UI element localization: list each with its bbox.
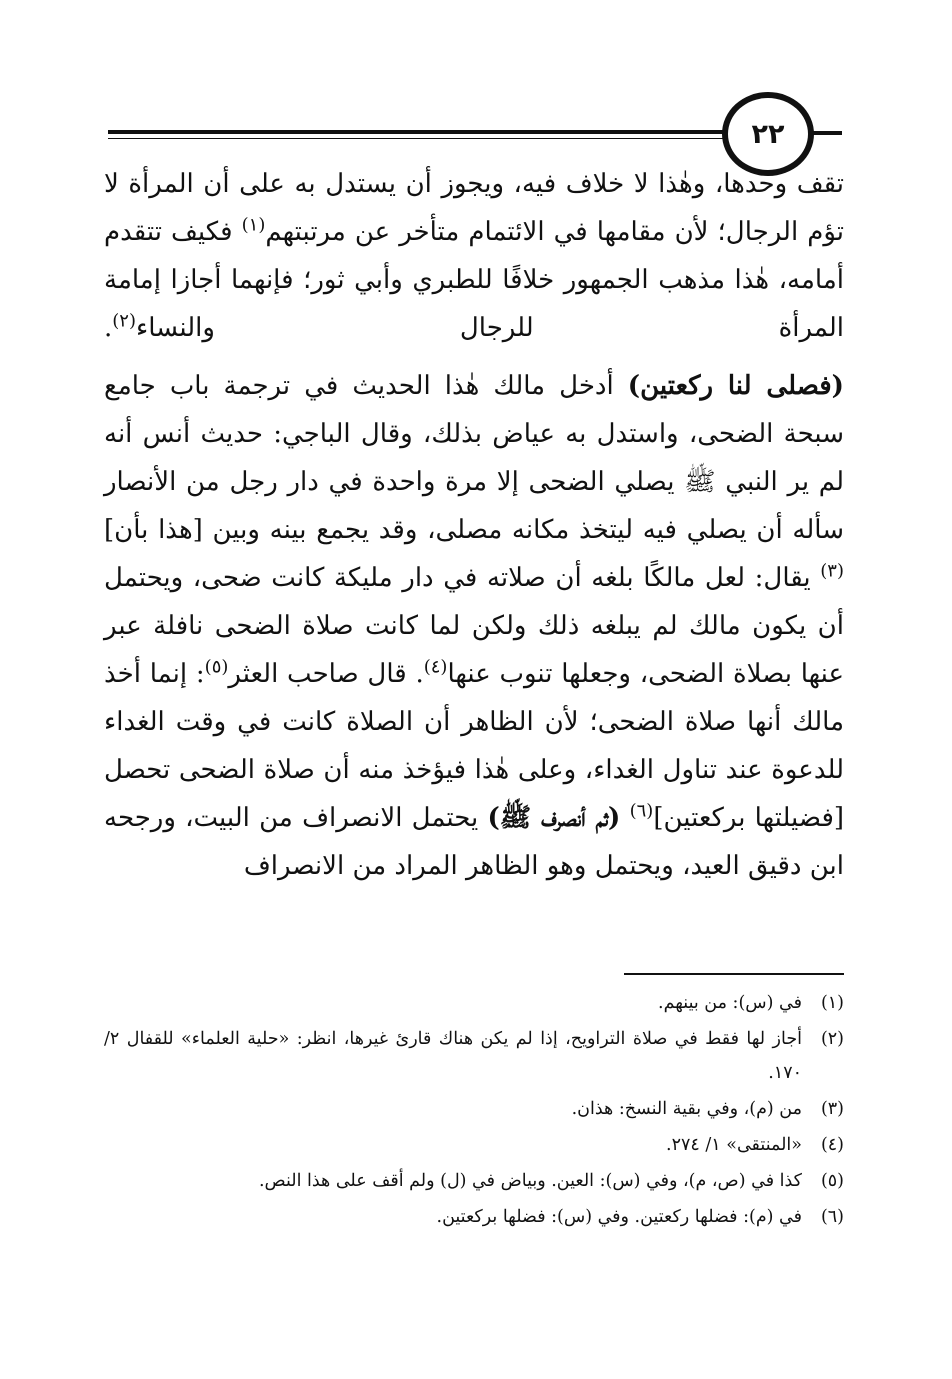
footnote-mark-4[interactable]: (٤) — [423, 656, 448, 678]
footnote-text: «المنتقى» ١/ ٢٧٤. — [666, 1135, 802, 1155]
header-rule — [108, 130, 728, 134]
footnote — [104, 1092, 844, 1126]
paragraph-1-text: فكيف تتقدم أمامه، هٰذا مذهب الجمهور خلافًا للطبري وأبي ثور؛ فإنهما أجازا إمامة المرأة للرجال والنساء — [104, 217, 844, 343]
paragraph-2-text: أدخل مالك هٰذا الحديث في ترجمة باب جامع سبحة الضحى، واستدل به عياض بذلك، وقال الباجي: حديث أنس أنه لم ير النبي ﷺ يصلي الضحى إلا مرة واحدة في دار رجل من الأنصار سأله أن يصلي فيه ليتخذ مكانه مصلى، وقد يجمع بينه وبين [هذا بأن] — [104, 371, 844, 545]
paragraph-2-text: يحتمل الانصراف من البيت، ورجحه ابن دقيق العيد، ويحتمل وهو الظاهر المراد من الانصراف — [104, 803, 844, 881]
paragraph-1 — [104, 160, 844, 352]
footnote-mark-5[interactable]: (٥) — [204, 656, 229, 678]
footnote-text: كذا في (ص، م)، وفي (س): العين. وبياض في (ل) ولم أقف على هذا النص. — [258, 1171, 802, 1191]
footnote-number: (٣) — [820, 1099, 844, 1119]
paragraph-2-text: يقال: لعل مالكًا بلغه أن صلاته في دار مليكة كانت ضحى، ويحتمل أن يكون مالك لم يبلغه ذلك ولكن لما كانت صلاة الضحى نافلة عبر عنها بصلاة الضحى، وجعلها تنوب عنها — [104, 563, 844, 689]
paragraph-1-line-1: تقف وحدها، وهٰذا لا خلاف فيه، ويجوز أن يستدل به على أن المرأة لا — [104, 169, 845, 199]
footnote — [104, 1164, 844, 1198]
footnote-mark-6[interactable]: (٦) — [629, 800, 654, 822]
footnote-text: في (س): من بينهم. — [658, 993, 802, 1013]
footnote — [104, 1200, 844, 1234]
footnote — [104, 986, 844, 1020]
paragraph-1-end: . — [104, 313, 113, 343]
footnotes — [104, 986, 844, 1236]
paragraph-2-text: : إنما أخذ مالك أنها صلاة الضحى؛ لأن الظاهر أن الصلاة كانت في وقت الغداء للدعوة عند تناول الغداء، وعلى هٰذا فيؤخذ منه أن صلاة الضحى تحصل [فضيلتها بركعتين] — [104, 659, 845, 833]
footnote-text: أجاز لها فقط في صلاة التراويح، إذا لم يكن هناك قارئ غيرها، انظر: «حلية العلماء» للقفال ٢/ ١٧٠. — [104, 1029, 802, 1083]
main-text — [104, 160, 844, 890]
page-number: ٢٢ — [751, 118, 785, 150]
footnote-mark-3[interactable]: (٣) — [820, 560, 844, 582]
footnote-text: من (م)، وفي بقية النسخ: هذان. — [571, 1099, 802, 1119]
footnote-mark-1[interactable]: (١) — [241, 214, 266, 236]
footnote — [104, 1022, 844, 1090]
paragraph-2-quote: (ثم أنصرف ﷺ) — [487, 803, 621, 833]
footnote — [104, 1128, 844, 1162]
footnote-number: (١) — [820, 993, 844, 1013]
footnote-text: في (م): فضلها ركعتين. وفي (س): فضلها بركعتين. — [436, 1207, 802, 1227]
header-rule-end — [812, 131, 842, 135]
paragraph-2-lead: (فصلى لنا ركعتين) — [627, 371, 844, 401]
footnote-number: (٤) — [820, 1135, 844, 1155]
footnote-number: (٢) — [820, 1029, 844, 1049]
header-rule-thin — [108, 138, 728, 139]
paragraph-2-space — [620, 803, 629, 833]
footnote-number: (٦) — [820, 1207, 844, 1227]
paragraph-1-text: تؤم الرجال؛ لأن مقامها في الائتمام متأخر عن مرتبتهم — [265, 217, 844, 247]
paragraph-2-text: . قال صاحب العثر — [228, 659, 424, 689]
footnote-separator — [624, 973, 844, 975]
footnote-number: (٥) — [820, 1171, 844, 1191]
paragraph-2 — [104, 362, 844, 890]
footnote-mark-2[interactable]: (٢) — [112, 310, 136, 332]
